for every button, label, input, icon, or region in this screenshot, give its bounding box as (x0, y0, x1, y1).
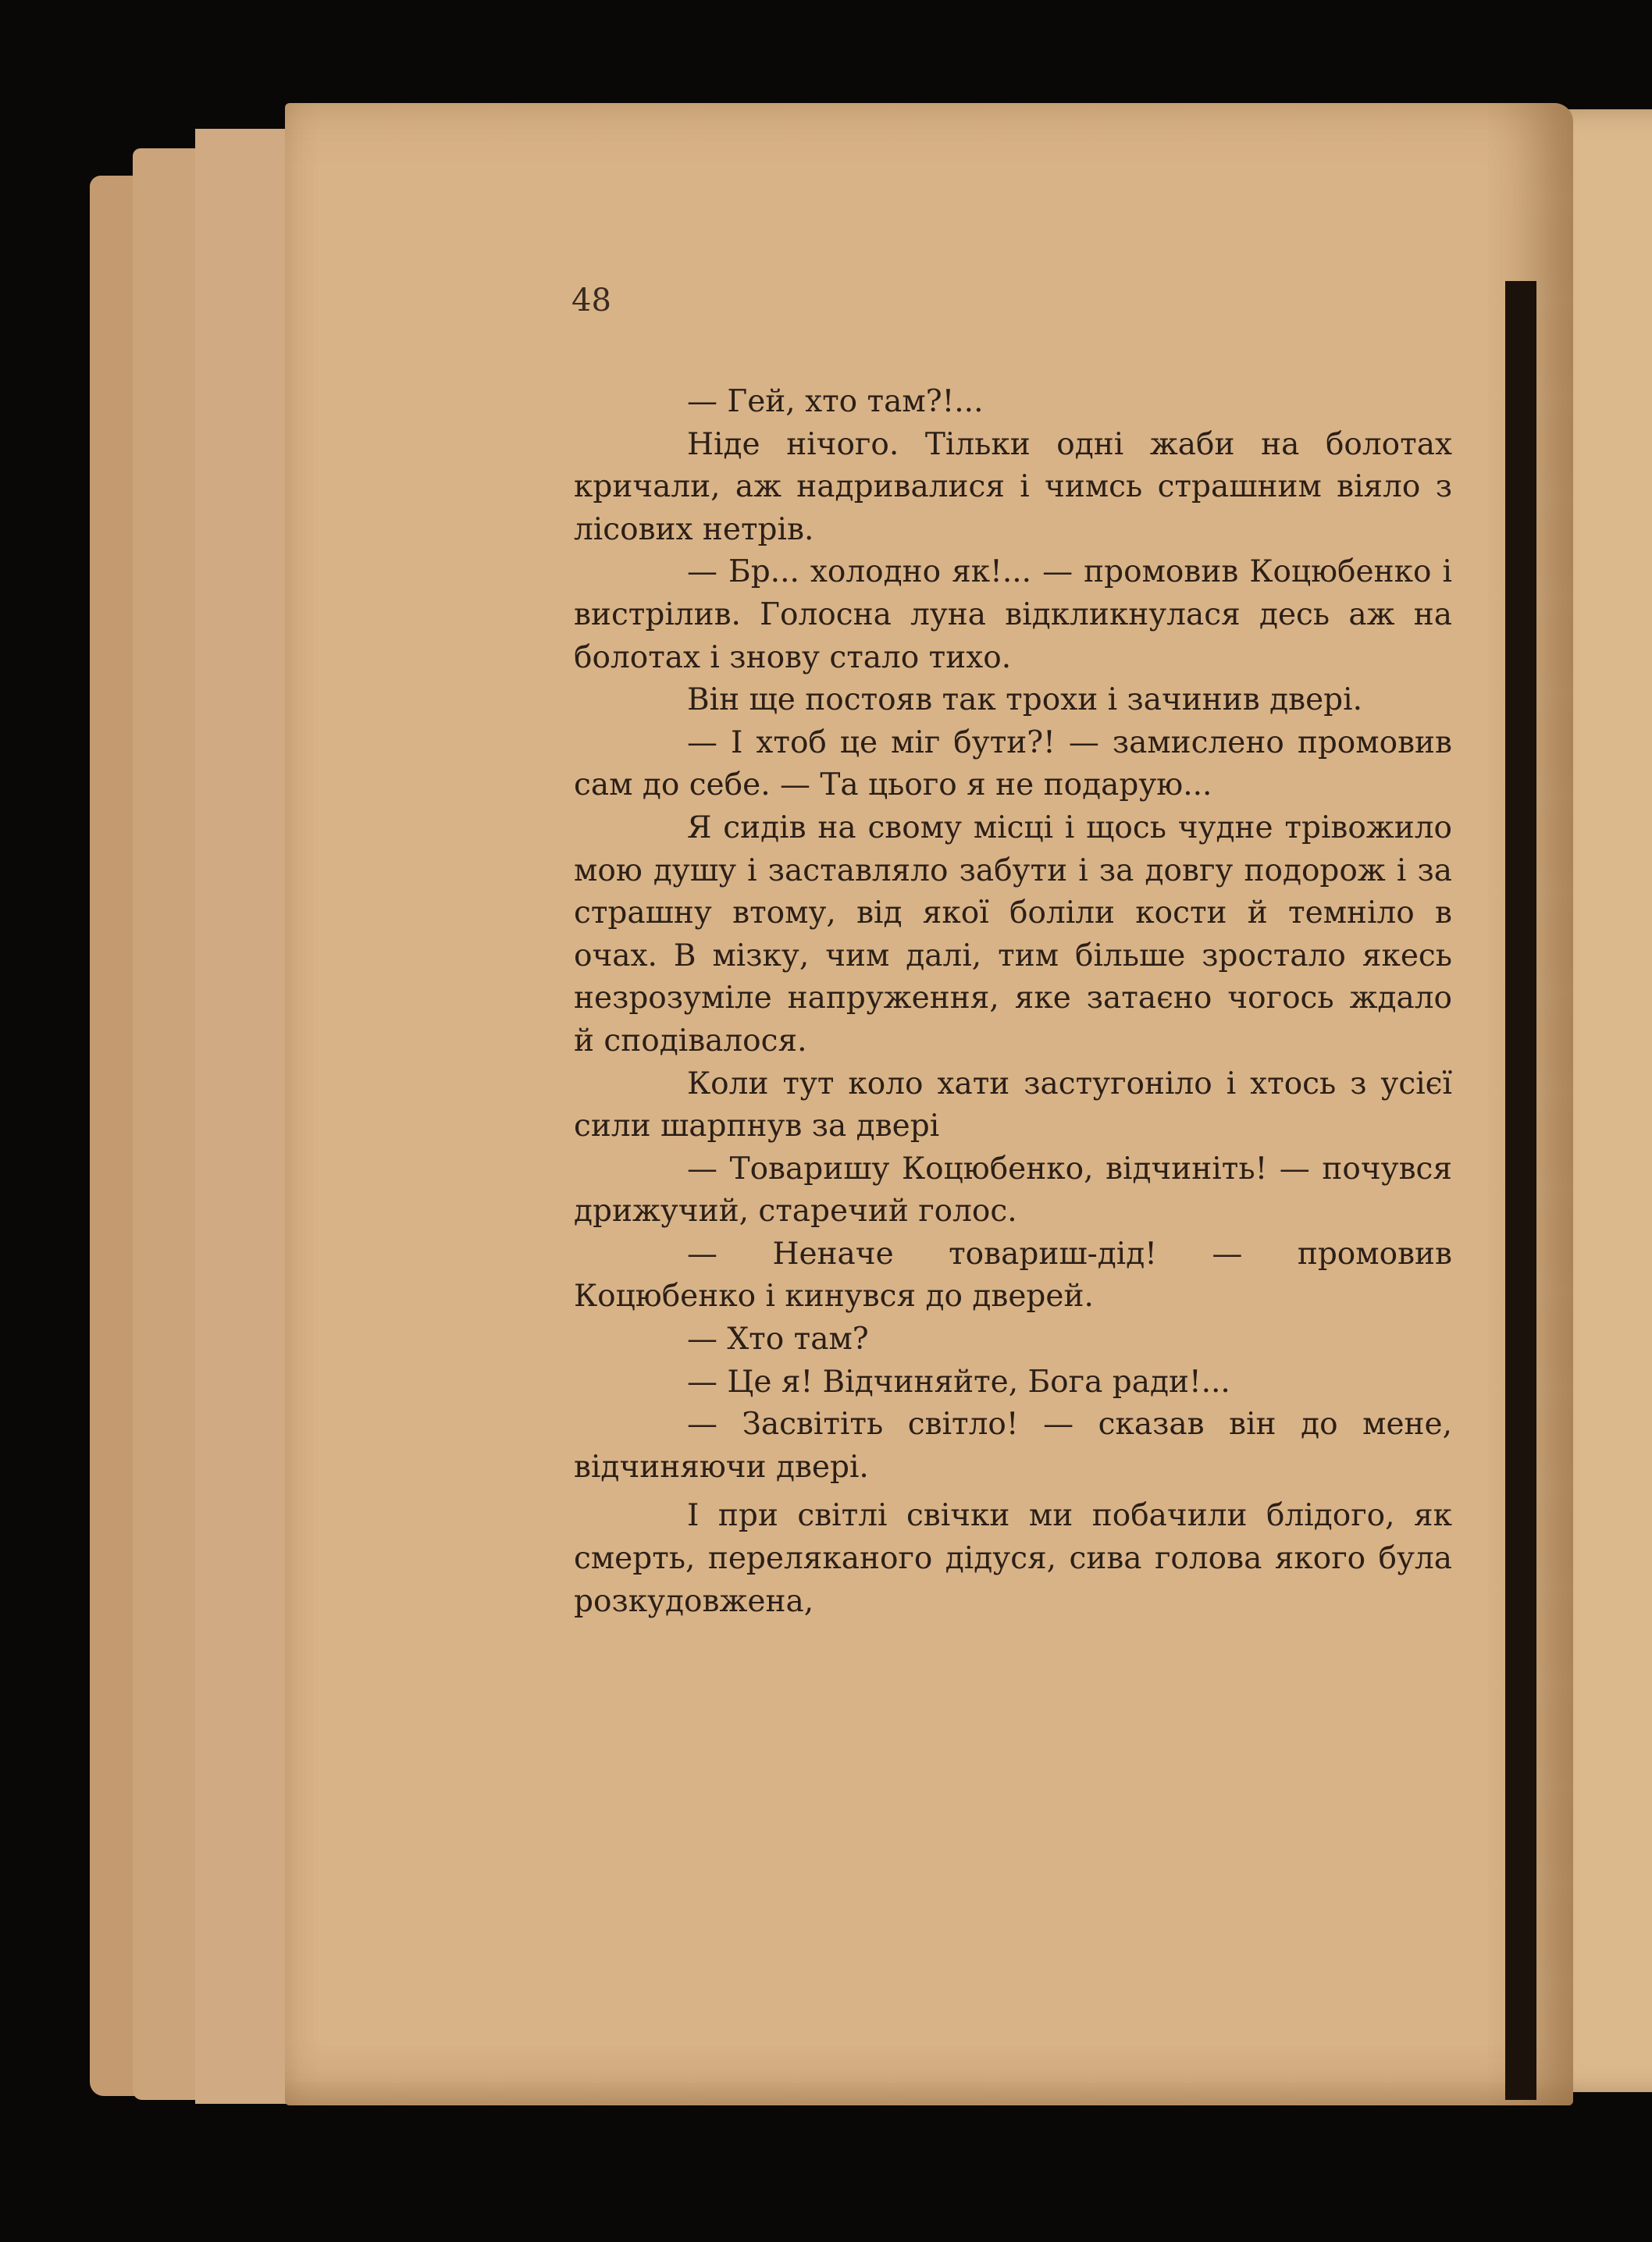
paragraph: Ніде нічого. Тільки одні жаби на болотах кричали, аж надривалися і чимсь страшним віяло з лісових нетрів. (574, 426, 1452, 547)
paragraph: — Неначе товариш-дід! — промовив Коцюбенко і кинувся до дверей. (574, 1236, 1452, 1315)
body-text (574, 381, 1452, 1623)
paragraph: Коли тут коло хати застугоніло і хтось з усієї сили шарпнув за двері (574, 1066, 1452, 1144)
paragraph: — Гей, хто там?!... (687, 384, 984, 419)
book-gutter (1505, 281, 1536, 2100)
paragraph: — Це я! Відчиняйте, Бога ради!... (687, 1364, 1230, 1400)
paragraph: Я сидів на свому місці і щось чудне трівожило мою душу і заставляло забути і за довгу подорож і за страшну втому, від якої боліли кости й темніло в очах. В мізку, чим далі, тим більше зростало якесь незрозуміле напруження, яке затаєно чогось ждало й сподівалося. (574, 810, 1452, 1059)
paragraph: — І хтоб це міг бути?! — замислено промовив сам до себе. — Та цього я не подарую... (574, 724, 1452, 803)
paragraph: Він ще постояв так трохи і зачинив двері. (687, 682, 1362, 718)
paragraph: — Бр... холодно як!... — промовив Коцюбенко і вистрілив. Голосна луна відкликнулася десь аж на болотах і знову стало тихо. (574, 554, 1452, 675)
paragraph: — Хто там? (687, 1322, 869, 1358)
paragraph: — Засвітіть світло! — сказав він до мене, відчиняючи двері. (574, 1407, 1452, 1485)
paragraph: — Товаришу Коцюбенко, відчиніть! — почувся дрижучий, старечий голос. (574, 1151, 1452, 1230)
paragraph: І при світлі свічки ми побачили блідого, як смерть, переляканого дідуся, сива голова якого була розкудовжена, (574, 1498, 1452, 1619)
page-number: 48 (571, 283, 611, 319)
